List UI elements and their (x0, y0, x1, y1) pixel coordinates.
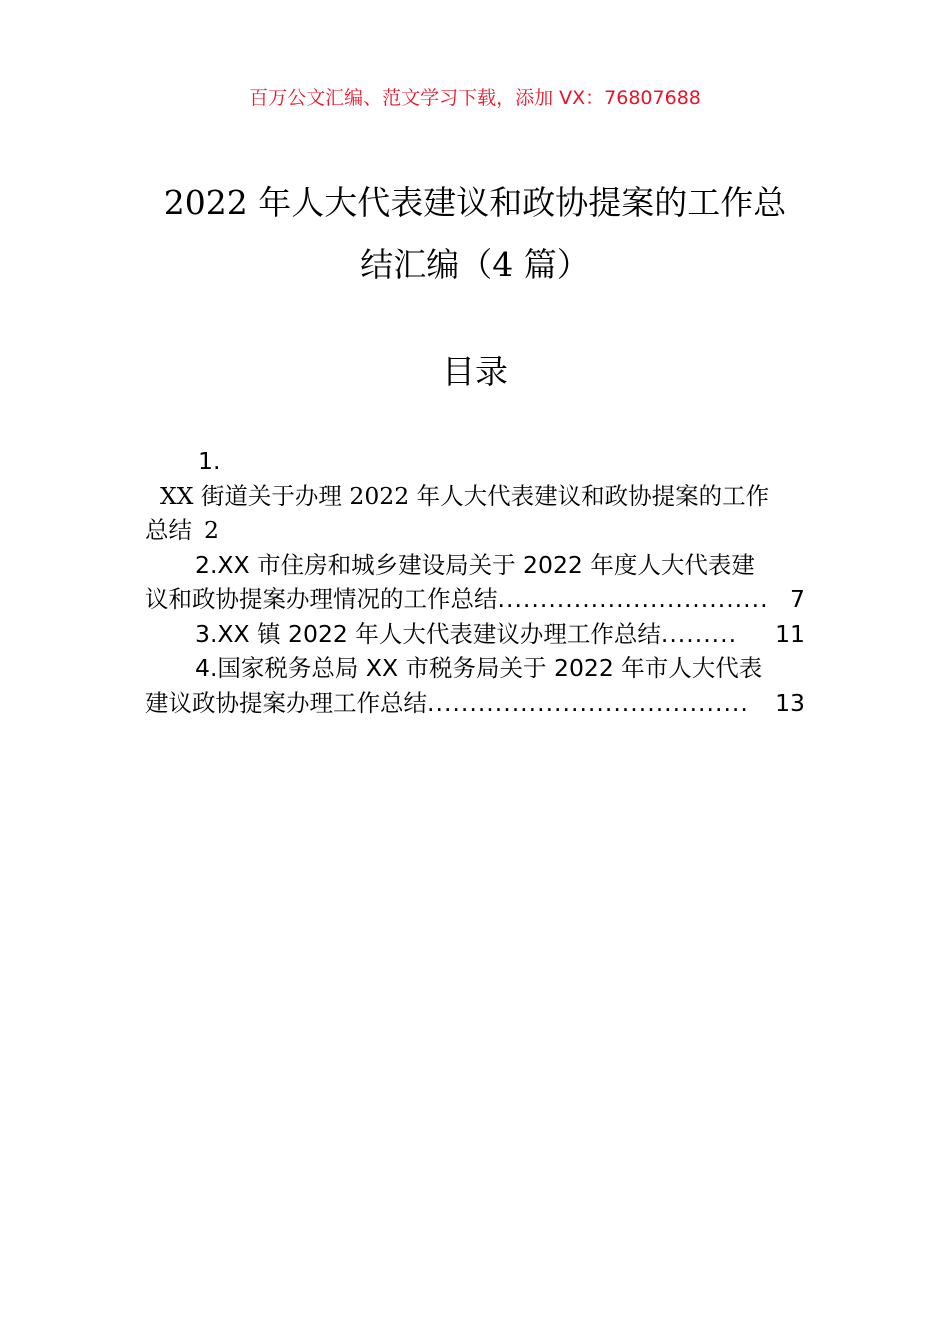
toc-entry-1[interactable] (145, 444, 805, 548)
toc-entry-1-page: 2 (204, 516, 219, 544)
table-of-contents (145, 444, 805, 720)
header-note (0, 84, 950, 112)
toc-entry-4[interactable] (145, 651, 805, 720)
toc-entry-4-page: 13 (775, 688, 805, 717)
toc-entry-1-number: 1. (198, 447, 221, 475)
document-title-line-1: 2022 年人大代表建议和政协提案的工作总 (163, 183, 787, 222)
toc-entry-3-line (145, 617, 805, 652)
toc-entry-3-title: 3.XX 镇 2022 年人大代表建议办理工作总结 (195, 619, 661, 648)
toc-entry-1-title-line-1: XX 街道关于办理 2022 年人大代表建议和政协提案的工作 (160, 481, 770, 510)
toc-entry-3-page: 11 (775, 619, 805, 648)
toc-entry-4-title-line-1: 4.国家税务总局 XX 市税务局关于 2022 年市人大代表 (195, 654, 763, 682)
document-title-line-2: 结汇编（4 篇） (360, 245, 590, 284)
toc-heading: 目录 (442, 352, 508, 391)
toc-entry-3-leader: ......... (660, 619, 738, 648)
toc-entry-4-title-end: 建议政协提案办理工作总结 (145, 688, 427, 717)
header-note-text: 百万公文汇编、范文学习下载，添加 VX：76807688 (249, 87, 701, 109)
toc-entry-2-title-line-1: 2.XX 市住房和城乡建设局关于 2022 年度人大代表建 (195, 550, 755, 579)
toc-entry-2[interactable] (145, 548, 805, 617)
toc-entry-2-leader: ................................ (497, 585, 769, 613)
toc-entry-1-title-line-2 (145, 513, 805, 548)
toc-entry-1-title-end: 总结 (145, 516, 192, 544)
toc-entry-2-title-line-2 (145, 582, 805, 617)
toc-entry-4-leader: ...................................... (427, 688, 749, 717)
toc-entry-2-title-end: 议和政协提案办理情况的工作总结 (145, 585, 498, 613)
toc-entry-4-title-line-2 (145, 686, 805, 721)
toc-entry-2-page: 7 (790, 585, 805, 613)
document-title (140, 172, 810, 296)
toc-entry-3[interactable] (145, 617, 805, 652)
